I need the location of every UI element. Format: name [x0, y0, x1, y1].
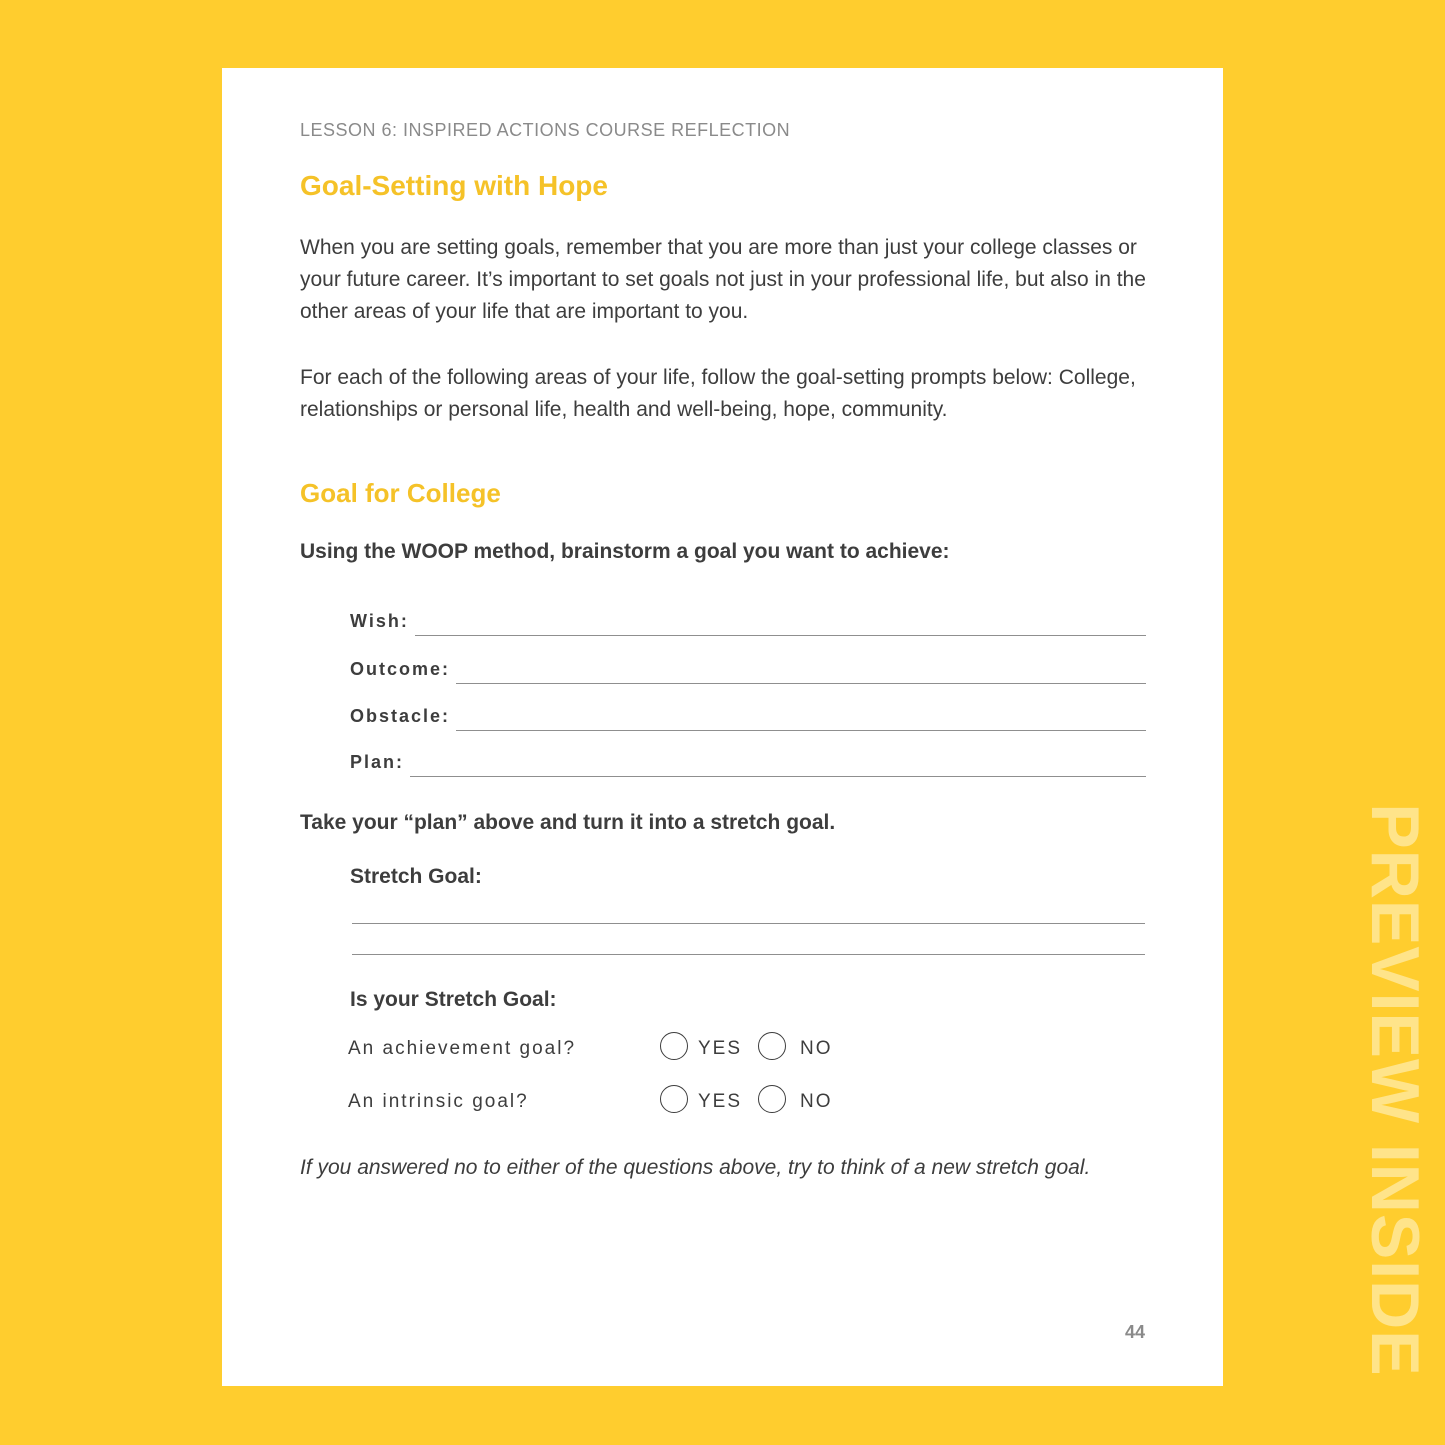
- yes-radio[interactable]: [660, 1085, 688, 1113]
- outcome-line[interactable]: [456, 682, 1146, 684]
- plan-field[interactable]: [350, 741, 1146, 773]
- stretch-goal-line-1[interactable]: [352, 923, 1145, 924]
- obstacle-line[interactable]: [456, 729, 1146, 731]
- no-label: NO: [800, 1038, 833, 1059]
- stretch-goal-line-2[interactable]: [352, 954, 1145, 955]
- yes-label: YES: [698, 1091, 743, 1112]
- question-label: An achievement goal?: [348, 1038, 577, 1059]
- question-row-intrinsic: [348, 1085, 968, 1119]
- question-label: An intrinsic goal?: [348, 1091, 529, 1112]
- outcome-label: Outcome:: [350, 659, 451, 679]
- intro-paragraph-1: When you are setting goals, remember that you are more than just your college classes or your future career. It’s important to set goals not just in your professional life, but also in the other areas of your life that are important to you.: [300, 236, 1146, 323]
- wish-line[interactable]: [415, 634, 1146, 636]
- obstacle-field[interactable]: [350, 695, 1146, 727]
- plan-line[interactable]: [410, 775, 1146, 777]
- lesson-header: LESSON 6: INSPIRED ACTIONS COURSE REFLECTION: [300, 120, 791, 140]
- yes-label: YES: [698, 1038, 743, 1059]
- workbook-page: [222, 68, 1223, 1386]
- no-radio[interactable]: [758, 1085, 786, 1113]
- is-stretch-goal-label: Is your Stretch Goal:: [350, 988, 557, 1011]
- italic-note: If you answered no to either of the questions above, try to think of a new stretch goal.: [300, 1156, 1091, 1179]
- woop-prompt: Using the WOOP method, brainstorm a goal you want to achieve:: [300, 540, 950, 563]
- yes-radio[interactable]: [660, 1032, 688, 1060]
- outcome-field[interactable]: [350, 648, 1146, 680]
- stretch-prompt: Take your “plan” above and turn it into a stretch goal.: [300, 811, 836, 834]
- section-title: Goal for College: [300, 478, 501, 508]
- wish-label: Wish:: [350, 611, 409, 631]
- obstacle-label: Obstacle:: [350, 706, 451, 726]
- intro-paragraph-2: For each of the following areas of your life, follow the goal-setting prompts below: College, relationships or personal life, health and well-being, hope, community.: [300, 366, 1136, 421]
- page-title: Goal-Setting with Hope: [300, 170, 608, 201]
- preview-watermark: PREVIEW INSIDE: [1357, 803, 1433, 1377]
- stretch-goal-label: Stretch Goal:: [350, 865, 482, 888]
- no-label: NO: [800, 1091, 833, 1112]
- page-number: 44: [1125, 1322, 1146, 1342]
- question-row-achievement: [348, 1032, 968, 1066]
- plan-label: Plan:: [350, 752, 405, 772]
- wish-field[interactable]: [350, 600, 1146, 632]
- no-radio[interactable]: [758, 1032, 786, 1060]
